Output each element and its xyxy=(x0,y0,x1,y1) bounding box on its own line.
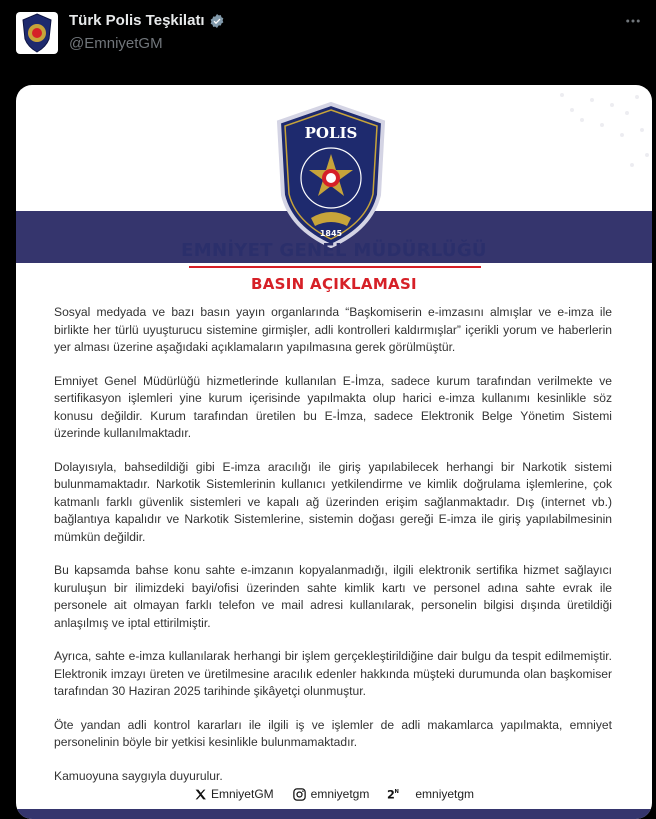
footer-threads-handle: emniyetgm xyxy=(415,787,475,801)
emblem-year: 1845 xyxy=(319,229,343,238)
threads-icon xyxy=(387,787,411,802)
footer-stripe xyxy=(16,809,652,819)
police-badge-avatar-icon xyxy=(20,13,54,53)
paragraph: Dolayısıyla, bahsedildiği gibi E-imza aracılığı ile giriş yapılabilecek herhangi bir Narkotik sistemi bulunmamaktadır. Narkotik Sistemlerinin kullanıcı yetkilendirme ve kimlik doğrulama işlemlerine, çok katmanlı farklı güvenlik sistemleri ve kapalı ağ üzerinden erişim sağlanmaktadır. Dış (internet vb.) bağlantıya kapalıdır ve Narkotik Sistemlerine, sistemin doğası gereği E-imza ile giriş yapılabilmesinin mümkün değildir. xyxy=(54,459,612,544)
paragraph: Sosyal medyada ve bazı basın yayın organlarında “Başkomiserin e-imzasını almışlar ve e-imza ile birlikte her türlü uyuşturucu sistemine girmişler, adli kontrolleri kaldırmışlar” içerikli yorum ve haberlerin yer alması üzerine aşağıdaki açıklamaların yapılmasına gerek görülmüştür. xyxy=(54,305,612,354)
svg-text:2: 2 xyxy=(387,787,396,801)
closing-line: Kamuoyuna saygıyla duyurulur. xyxy=(54,768,223,783)
footer-instagram-handle: emniyetgm xyxy=(310,787,370,801)
document-title: BASIN AÇIKLAMASI xyxy=(251,275,417,293)
svg-text:N: N xyxy=(394,788,400,795)
more-dots-icon[interactable] xyxy=(624,12,642,35)
title-underline xyxy=(189,266,481,268)
decorative-dot-pattern xyxy=(452,85,652,225)
display-name[interactable]: Türk Polis Teşkilatı xyxy=(69,12,205,29)
footer-x-account xyxy=(194,787,274,801)
footer-instagram-account xyxy=(292,787,370,802)
emblem-top-text: POLIS xyxy=(304,124,358,142)
post-header xyxy=(0,0,656,80)
account-handle[interactable]: @EmniyetGM xyxy=(69,35,163,52)
release-date: 05.08.2025 xyxy=(555,291,626,307)
paragraph: Öte yandan adli kontrol kararları ile ilgili iş ve işlemler de adli makamlarca yapılmakta, emniyet personelinin böyle bir yetkisi kesinlikle bulunmamaktadır. xyxy=(54,717,612,749)
social-footer xyxy=(16,783,652,805)
verified-badge-icon xyxy=(209,13,225,29)
police-emblem-icon xyxy=(271,100,391,250)
footer-x-handle: EmniyetGM xyxy=(210,787,274,801)
press-release-image[interactable] xyxy=(16,85,652,819)
display-name-row[interactable] xyxy=(69,12,225,29)
organization-name: EMNİYET GENEL MÜDÜRLÜĞÜ xyxy=(181,240,487,261)
account-avatar[interactable] xyxy=(16,12,58,54)
press-release-body xyxy=(54,304,612,785)
instagram-icon xyxy=(292,787,307,802)
paragraph: Ayrıca, sahte e-imza kullanılarak herhangi bir işlem gerçekleştirildiğine dair bulgu da tespit edilmemiştir. Elektronik imzayı üreten ve üretilmesine aracılık edenler hakkında müşteki durumunda olan başkomiser tarafından 30 Haziran 2025 tarihinde şikâyetçi olunmuştur. xyxy=(54,649,612,698)
paragraph: Emniyet Genel Müdürlüğü hizmetlerinde kullanılan E-İmza, sadece kurum tarafından verilmekte ve sertifikasyon işlemleri yine kurum içerisinde yapılmakta olup harici e-imza kullanımı kesinlikle söz konusu değildir. Kurum tarafından üretilen bu E-İmza, sadece Elektronik Belge Yönetim Sistemi üzerinde kullanılmaktadır. xyxy=(54,373,612,440)
paragraph: Bu kapsamda bahse konu sahte e-imzanın kopyalanmadığı, ilgili elektronik sertifika hizmet sağlayıcı kuruluşun bir ilimizdeki bayi/ofisi üzerinden sahte kimlik kartı ve personel adına sahte evrak ile personele ait olmayan farklı telefon ve mail adresi kullanılarak, personelin bilgisi dışında üretildiği anlaşılmış ve iptal ettirilmiştir. xyxy=(54,563,612,630)
footer-threads-account xyxy=(387,787,474,802)
x-logo-icon xyxy=(194,788,207,801)
